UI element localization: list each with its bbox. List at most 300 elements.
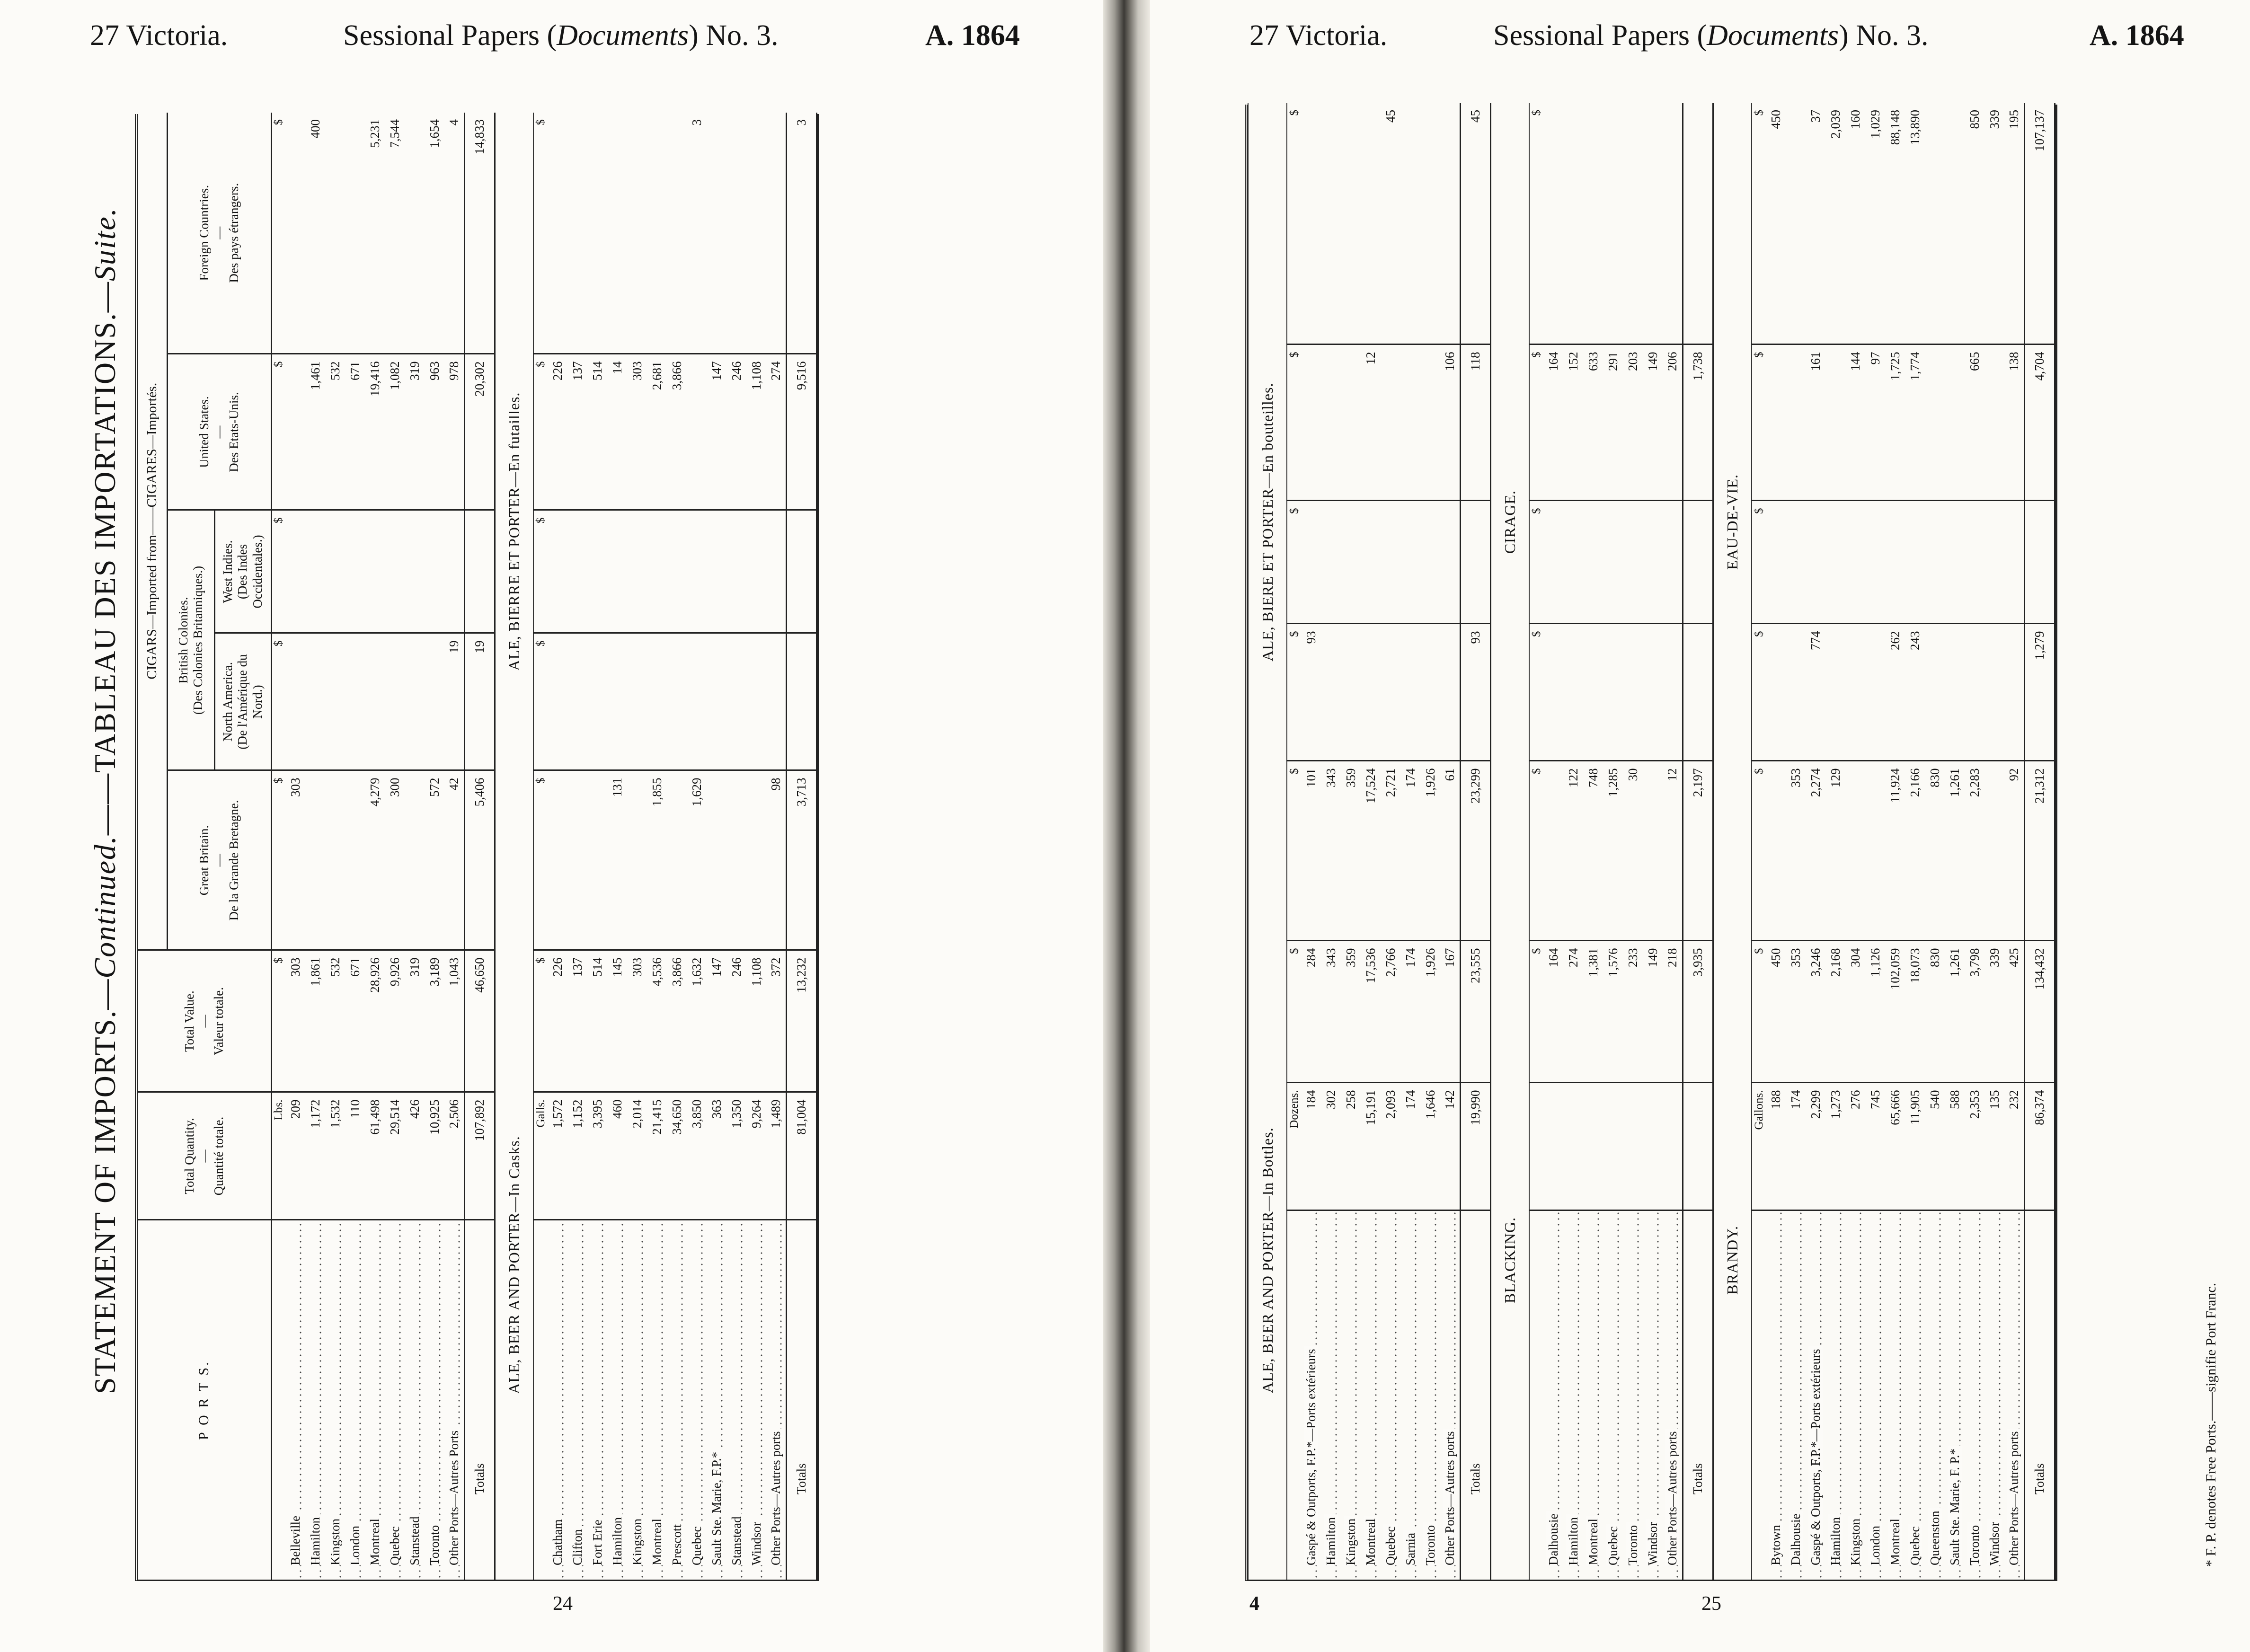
port-name xyxy=(667,1220,687,1580)
value-gb: 303 xyxy=(285,770,305,950)
value-gb: 2,721 xyxy=(1381,761,1400,941)
port-name-text: Montreal xyxy=(1586,1516,1600,1565)
port-name-text: Quebec xyxy=(388,1524,402,1565)
value-fc xyxy=(667,113,687,354)
value-val: 233 xyxy=(1623,941,1643,1083)
value-val: 137 xyxy=(567,950,587,1092)
value-fc: 88,148 xyxy=(1887,110,1902,145)
value-wi xyxy=(1965,501,1984,624)
port-name xyxy=(385,1220,405,1580)
value-fc xyxy=(746,113,766,354)
value-fc xyxy=(345,113,365,354)
table-row xyxy=(548,113,567,1580)
port-name xyxy=(1865,1210,1885,1580)
value-wi xyxy=(1865,501,1885,624)
value-na xyxy=(1663,624,1683,761)
value-us xyxy=(1321,345,1341,501)
table-row xyxy=(1321,103,1341,1580)
page-number: 24 xyxy=(553,1593,573,1615)
value-fc xyxy=(1786,103,1806,345)
value-us: 3,866 xyxy=(667,354,687,510)
unit-us: $ xyxy=(1287,345,1301,501)
value-qty: 110 xyxy=(345,1092,365,1220)
value-qty: 426 xyxy=(405,1092,425,1220)
table-row xyxy=(1341,103,1361,1580)
table-row xyxy=(607,113,627,1580)
value-wi xyxy=(425,510,444,633)
value-na xyxy=(707,633,726,770)
table-row xyxy=(746,113,766,1580)
table-row xyxy=(444,113,464,1580)
table-row xyxy=(1583,103,1603,1580)
value-wi xyxy=(726,510,746,633)
port-name xyxy=(1623,1210,1643,1580)
table-row xyxy=(1925,103,1945,1580)
value-qty: 276 xyxy=(1845,1083,1865,1210)
value-na xyxy=(647,633,667,770)
value-us xyxy=(1945,345,1965,501)
units-row xyxy=(533,113,548,1580)
value-na: 262 xyxy=(1885,624,1905,761)
value-us xyxy=(687,354,707,510)
value-gb: 131 xyxy=(607,770,627,950)
table-row xyxy=(1643,103,1663,1580)
value-us: 138 xyxy=(2004,345,2024,501)
value-na xyxy=(607,633,627,770)
unit-val: $ xyxy=(271,950,285,1092)
footnote-free-ports: * F. P. denotes Free Ports.——signifie Port Franc. xyxy=(2203,1282,2219,1567)
totals-label: Totals xyxy=(786,1220,816,1580)
unit-fc: $ xyxy=(534,119,547,125)
value-us xyxy=(1925,345,1945,501)
totals-row xyxy=(464,113,495,1580)
ale-bottles-section xyxy=(1248,103,1490,1580)
port-name xyxy=(1643,1210,1663,1580)
value-na xyxy=(1865,624,1885,761)
table-row xyxy=(1984,103,2004,1580)
value-fc: 450 xyxy=(1768,110,1783,129)
value-wi xyxy=(1381,501,1400,624)
unit-na: $ xyxy=(1287,624,1301,761)
value-val: 9,926 xyxy=(385,950,405,1092)
table-row xyxy=(1603,103,1623,1580)
value-val: 1,043 xyxy=(444,950,464,1092)
port-name-text: Bytown xyxy=(1769,1522,1783,1565)
port-name xyxy=(1825,1210,1845,1580)
port-name-text: Quebec xyxy=(690,1524,704,1565)
value-qty: 1,532 xyxy=(325,1092,345,1220)
value-na xyxy=(1984,624,2004,761)
units-port-cell xyxy=(533,1220,548,1580)
value-qty: 2,299 xyxy=(1806,1083,1825,1210)
value-us xyxy=(1766,345,1786,501)
value-qty: 29,514 xyxy=(385,1092,405,1220)
value-qty: 174 xyxy=(1400,1083,1420,1210)
value-qty: 258 xyxy=(1341,1083,1361,1210)
totals-row xyxy=(1460,103,1490,1580)
port-name-text: Dalhousie xyxy=(1789,1511,1803,1565)
total-us: 1,738 xyxy=(1683,345,1713,501)
value-fc: 160 xyxy=(1848,110,1862,129)
value-na xyxy=(1420,624,1440,761)
value-gb: 572 xyxy=(425,770,444,950)
value-wi xyxy=(587,510,607,633)
value-val: 353 xyxy=(1786,941,1806,1083)
north-america-header: North America. (De l'Amérique du Nord.) xyxy=(214,633,271,770)
totals-row xyxy=(1683,103,1713,1580)
value-gb xyxy=(587,770,607,950)
value-gb: 101 xyxy=(1301,761,1321,941)
statement-title: STATEMENT OF IMPORTS.—Continued.——TABLEAU DES IMPORTATIONS.—Suite. xyxy=(88,207,122,1394)
value-val: 1,108 xyxy=(746,950,766,1092)
total-fc: 45 xyxy=(1460,103,1490,345)
value-gb: 359 xyxy=(1341,761,1361,941)
value-gb: 42 xyxy=(444,770,464,950)
value-qty: 1,273 xyxy=(1825,1083,1845,1210)
brandy-section xyxy=(1713,103,2055,1580)
port-name-text: Sault Ste. Marie, F. P.* xyxy=(1948,1446,1962,1565)
running-head-title: Sessional Papers (Documents) No. 3. xyxy=(343,19,779,52)
units-port-cell xyxy=(1752,1210,1766,1580)
value-fc xyxy=(707,113,726,354)
totals-label: Totals xyxy=(1683,1210,1713,1580)
port-name-text: Windsor xyxy=(749,1519,763,1565)
value-us: 319 xyxy=(405,354,425,510)
value-gb: 122 xyxy=(1563,761,1583,941)
section-title-row xyxy=(495,113,533,1580)
port-name-text: Sarnia xyxy=(1403,1530,1417,1565)
table-row xyxy=(726,113,746,1580)
value-fc: 13,890 xyxy=(1907,110,1922,145)
total-gb: 5,406 xyxy=(464,770,495,950)
units-row xyxy=(271,113,285,1580)
value-us: 1,774 xyxy=(1905,345,1925,501)
value-qty: 34,650 xyxy=(667,1092,687,1220)
port-name xyxy=(325,1220,345,1580)
value-na xyxy=(1965,624,1984,761)
unit-fc: $ xyxy=(1530,110,1543,116)
value-na xyxy=(1563,624,1583,761)
page-number: 25 xyxy=(1701,1593,1721,1615)
blacking-section xyxy=(1490,103,1713,1580)
value-gb xyxy=(345,770,365,950)
value-fc xyxy=(1583,103,1603,345)
value-fc xyxy=(766,113,786,354)
value-na xyxy=(365,633,385,770)
table-row xyxy=(305,113,325,1580)
value-us xyxy=(1420,345,1440,501)
value-na: 93 xyxy=(1301,624,1321,761)
value-fc xyxy=(1643,103,1663,345)
value-us: 14 xyxy=(607,354,627,510)
value-val: 339 xyxy=(1984,941,2004,1083)
value-wi xyxy=(1643,501,1663,624)
section-title-en: BRANDY. xyxy=(1713,941,1752,1580)
value-na xyxy=(1825,624,1845,761)
value-qty: 9,264 xyxy=(746,1092,766,1220)
value-gb: 353 xyxy=(1786,761,1806,941)
table-row xyxy=(1825,103,1845,1580)
unit-na: $ xyxy=(1529,624,1543,761)
value-gb xyxy=(667,770,687,950)
value-wi xyxy=(305,510,325,633)
value-na: 19 xyxy=(444,633,464,770)
value-us: 164 xyxy=(1543,345,1563,501)
value-us: 147 xyxy=(707,354,726,510)
value-wi xyxy=(667,510,687,633)
value-qty: 1,572 xyxy=(548,1092,567,1220)
value-fc xyxy=(1623,103,1643,345)
value-us: 978 xyxy=(444,354,464,510)
table-row xyxy=(2004,103,2024,1580)
port-name xyxy=(1905,1210,1925,1580)
value-wi xyxy=(1925,501,1945,624)
unit-gb: $ xyxy=(271,770,285,950)
value-fc xyxy=(1321,103,1341,345)
port-name-text: Stanstead xyxy=(729,1514,744,1565)
value-val: 149 xyxy=(1643,941,1663,1083)
port-name xyxy=(1440,1210,1460,1580)
port-name-text: Hamilton xyxy=(1566,1514,1580,1565)
value-gb xyxy=(405,770,425,950)
port-name-text: Montreal xyxy=(650,1516,664,1565)
unit-us: $ xyxy=(1752,345,1766,501)
value-na xyxy=(687,633,707,770)
table-row xyxy=(1965,103,1984,1580)
port-name xyxy=(548,1220,567,1580)
value-fc xyxy=(647,113,667,354)
value-qty: 588 xyxy=(1945,1083,1965,1210)
value-us: 274 xyxy=(766,354,786,510)
port-name xyxy=(1786,1210,1806,1580)
port-name-text: Toronto xyxy=(427,1522,442,1565)
value-qty xyxy=(1663,1083,1683,1210)
value-fc xyxy=(1440,103,1460,345)
port-name xyxy=(1400,1210,1420,1580)
value-na xyxy=(1321,624,1341,761)
total-wi xyxy=(786,510,816,633)
section-title-fr: ALE, BIERE ET PORTER—En bouteilles. xyxy=(1248,103,1287,941)
value-us: 532 xyxy=(325,354,345,510)
port-name xyxy=(425,1220,444,1580)
unit-fc: $ xyxy=(1287,110,1301,116)
total-na xyxy=(786,633,816,770)
value-na xyxy=(1543,624,1563,761)
unit-na: $ xyxy=(271,633,285,770)
value-us xyxy=(1400,345,1420,501)
value-na xyxy=(385,633,405,770)
value-fc: 5,231 xyxy=(367,119,382,148)
total-gb: 2,197 xyxy=(1683,761,1713,941)
running-head-year: A. 1864 xyxy=(925,19,1020,52)
value-na xyxy=(1766,624,1786,761)
unit-na: $ xyxy=(533,633,548,770)
total-fc xyxy=(1683,103,1713,345)
value-us: 291 xyxy=(1603,345,1623,501)
value-val: 145 xyxy=(607,950,627,1092)
value-na xyxy=(405,633,425,770)
ports-column-header: P O R T S. xyxy=(138,1220,271,1580)
value-na xyxy=(345,633,365,770)
value-qty xyxy=(1583,1083,1603,1210)
port-name-text: Dalhousie xyxy=(1546,1511,1560,1565)
section-title-en: ALE, BEER AND PORTER—In Casks. xyxy=(495,950,533,1580)
value-na xyxy=(1583,624,1603,761)
value-fc xyxy=(1563,103,1583,345)
value-na xyxy=(567,633,587,770)
total-gb: 21,312 xyxy=(2024,761,2055,941)
value-val: 1,632 xyxy=(687,950,707,1092)
value-us: 303 xyxy=(627,354,647,510)
value-gb: 98 xyxy=(766,770,786,950)
port-name-text: Belleville xyxy=(288,1513,302,1565)
value-gb xyxy=(548,770,567,950)
port-name xyxy=(1543,1210,1563,1580)
value-us xyxy=(1786,345,1806,501)
port-name-text: Toronto xyxy=(1423,1522,1437,1565)
port-name-text: Other Ports—Autres ports xyxy=(2007,1429,2021,1565)
port-name xyxy=(1945,1210,1965,1580)
value-wi xyxy=(548,510,567,633)
total-gb: 23,299 xyxy=(1460,761,1490,941)
imports-table-frame xyxy=(135,114,819,1581)
port-name xyxy=(1925,1210,1945,1580)
value-fc: 2,039 xyxy=(1828,110,1843,139)
total-fc: 3 xyxy=(786,113,816,354)
table-row xyxy=(325,113,345,1580)
ale-casks-section xyxy=(495,113,816,1580)
value-val: 4,536 xyxy=(647,950,667,1092)
value-na xyxy=(766,633,786,770)
value-gb: 174 xyxy=(1400,761,1420,941)
value-val: 1,381 xyxy=(1583,941,1603,1083)
port-name-text: Chatham xyxy=(550,1517,565,1565)
value-na xyxy=(2004,624,2024,761)
imports-table-left xyxy=(138,113,817,1580)
port-name-text: Other Ports—Autres ports xyxy=(769,1429,783,1565)
port-name-text: Quebec xyxy=(1606,1524,1620,1565)
value-fc xyxy=(1603,103,1623,345)
value-fc xyxy=(627,113,647,354)
value-val: 28,926 xyxy=(365,950,385,1092)
port-name xyxy=(1885,1210,1905,1580)
value-wi xyxy=(607,510,627,633)
port-name-text: Hamilton xyxy=(308,1514,322,1565)
port-name xyxy=(305,1220,325,1580)
value-qty xyxy=(1603,1083,1623,1210)
value-wi xyxy=(1945,501,1965,624)
table-row xyxy=(567,113,587,1580)
value-wi xyxy=(444,510,464,633)
table-row xyxy=(1786,103,1806,1580)
value-gb xyxy=(726,770,746,950)
value-gb xyxy=(1543,761,1563,941)
section-title-row xyxy=(1248,103,1287,1580)
value-wi xyxy=(1984,501,2004,624)
port-name-text: Other Ports—Autres ports xyxy=(1443,1429,1457,1565)
port-name xyxy=(567,1220,587,1580)
section-title-row xyxy=(1713,103,1752,1580)
total-val: 3,935 xyxy=(1683,941,1713,1083)
unit-qty: Dozens. xyxy=(1287,1083,1301,1210)
running-head-session: 27 Victoria. xyxy=(1249,19,1388,52)
value-fc xyxy=(1400,103,1420,345)
total-us: 118 xyxy=(1460,345,1490,501)
value-us: 1,461 xyxy=(305,354,325,510)
value-fc xyxy=(1361,103,1381,345)
value-gb: 748 xyxy=(1583,761,1603,941)
value-fc xyxy=(405,113,425,354)
imports-table-right xyxy=(1248,103,2055,1580)
value-val: 18,073 xyxy=(1905,941,1925,1083)
value-qty: 2,093 xyxy=(1381,1083,1400,1210)
value-wi xyxy=(1440,501,1460,624)
port-name xyxy=(365,1220,385,1580)
right-rotated-content xyxy=(1150,0,2250,1652)
value-qty: 209 xyxy=(285,1092,305,1220)
value-qty: 3,395 xyxy=(587,1092,607,1220)
value-us: 671 xyxy=(345,354,365,510)
value-wi xyxy=(1603,501,1623,624)
totals-row xyxy=(2024,103,2055,1580)
value-na xyxy=(1643,624,1663,761)
unit-val: $ xyxy=(1529,941,1543,1083)
port-name-text: Kingston xyxy=(1848,1516,1862,1565)
total-qty: 107,892 xyxy=(464,1092,495,1220)
unit-gb: $ xyxy=(1752,761,1766,941)
port-name xyxy=(1845,1210,1865,1580)
value-qty: 3,850 xyxy=(687,1092,707,1220)
table-row xyxy=(1766,103,1786,1580)
port-name-text: Fort Erie xyxy=(590,1517,604,1565)
unit-us: $ xyxy=(271,354,285,510)
table-row xyxy=(647,113,667,1580)
total-quantity-header: Total Quantity. — Quantité totale. xyxy=(138,1092,271,1220)
value-gb: 2,274 xyxy=(1806,761,1825,941)
value-wi xyxy=(567,510,587,633)
table-row xyxy=(285,113,305,1580)
value-us: 161 xyxy=(1806,345,1825,501)
total-qty: 19,990 xyxy=(1460,1083,1490,1210)
value-val: 2,766 xyxy=(1381,941,1400,1083)
value-fc: 850 xyxy=(1967,110,1982,129)
table-row xyxy=(1623,103,1643,1580)
port-name-text: Other Ports—Autres ports xyxy=(1665,1429,1679,1565)
value-na xyxy=(1400,624,1420,761)
value-val: 303 xyxy=(627,950,647,1092)
value-us: 1,725 xyxy=(1885,345,1905,501)
value-qty: 10,925 xyxy=(425,1092,444,1220)
table-row xyxy=(707,113,726,1580)
total-wi xyxy=(1683,501,1713,624)
value-na xyxy=(746,633,766,770)
table-row xyxy=(1806,103,1825,1580)
value-gb: 12 xyxy=(1663,761,1683,941)
value-fc xyxy=(285,113,305,354)
table-row xyxy=(1563,103,1583,1580)
value-wi xyxy=(385,510,405,633)
port-name xyxy=(726,1220,746,1580)
port-name-text: London xyxy=(348,1523,362,1565)
port-name xyxy=(1301,1210,1321,1580)
value-gb xyxy=(325,770,345,950)
total-us: 9,516 xyxy=(786,354,816,510)
value-us: 206 xyxy=(1663,345,1683,501)
unit-qty xyxy=(1529,1083,1543,1210)
value-qty: 2,353 xyxy=(1965,1083,1984,1210)
value-na xyxy=(627,633,647,770)
value-wi xyxy=(405,510,425,633)
